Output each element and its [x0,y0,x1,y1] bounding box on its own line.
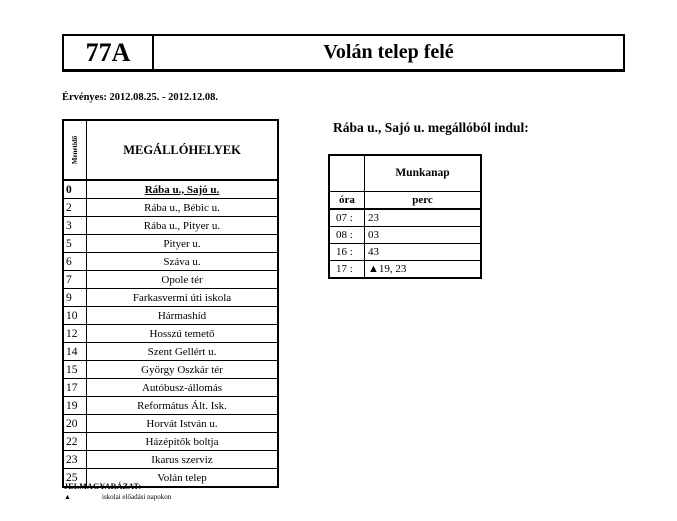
stop-row [63,180,278,199]
departure-row [329,209,481,227]
stop-name: Ikarus szerviz [87,451,279,469]
stop-travel-time: 17 [63,379,87,397]
stop-row [63,343,278,361]
stop-name: Horvát István u. [87,415,279,433]
departure-row [329,261,481,279]
stop-row [63,217,278,235]
route-number: 77A [64,36,154,69]
route-direction: Volán telep felé [323,41,454,63]
stop-travel-time: 10 [63,307,87,325]
stop-name: Házépítők boltja [87,433,279,451]
stop-name: Református Ált. Isk. [87,397,279,415]
stop-name: Opole tér [87,271,279,289]
stop-name: Rába u., Sajó u. [87,180,279,199]
stops-table [62,119,279,488]
stop-name: Száva u. [87,253,279,271]
stop-name: Rába u., Pityer u. [87,217,279,235]
day-type-header: Munkanap [365,155,482,192]
travel-time-header: Menetidő [63,120,87,180]
legend-title: JELMAGYARÁZAT: [64,482,142,491]
stop-name: Pityer u. [87,235,279,253]
departure-table [328,154,482,279]
stop-travel-time: 12 [63,325,87,343]
stop-travel-time: 19 [63,397,87,415]
departure-hour: 17 : [329,261,365,279]
stop-name: Farkasvermi úti iskola [87,289,279,307]
corner-cell [329,155,365,192]
departure-hour: 07 : [329,209,365,227]
validity-period: Érvényes: 2012.08.25. - 2012.12.08. [62,92,219,103]
stop-row [63,451,278,469]
stop-name: Rába u., Bébic u. [87,199,279,217]
stop-travel-time: 23 [63,451,87,469]
stop-name: Szent Gellért u. [87,343,279,361]
departure-row [329,227,481,244]
timetable-header [62,34,625,72]
stop-row [63,235,278,253]
stop-row [63,199,278,217]
departure-minutes: 23 [365,209,482,227]
stop-row [63,325,278,343]
departure-row [329,244,481,261]
stop-travel-time: 3 [63,217,87,235]
stop-travel-time: 7 [63,271,87,289]
stop-row [63,271,278,289]
departure-minutes: ▲19, 23 [365,261,482,279]
school-day-symbol: ▲ [64,493,71,501]
stop-travel-time: 9 [63,289,87,307]
stop-name: Hármashíd [87,307,279,325]
departure-hour: 08 : [329,227,365,244]
stop-row [63,433,278,451]
stop-name: Hosszú temető [87,325,279,343]
stop-travel-time: 14 [63,343,87,361]
minutes-column-header: perc [365,192,482,210]
stop-row [63,397,278,415]
stop-row [63,307,278,325]
stop-name: Autóbusz-állomás [87,379,279,397]
legend-text: iskolai előadási napokon [102,493,172,501]
stop-name: Volán telep [87,469,279,488]
stop-travel-time: 20 [63,415,87,433]
legend-row [64,493,171,501]
stop-travel-time: 2 [63,199,87,217]
stops-header: MEGÁLLÓHELYEK [87,120,279,180]
stop-travel-time: 6 [63,253,87,271]
stop-row [63,415,278,433]
legend [64,482,171,501]
start-stop-note: Rába u., Sajó u. megállóból indul: [333,120,529,135]
stop-row [63,253,278,271]
stop-travel-time: 15 [63,361,87,379]
departure-minutes: 43 [365,244,482,261]
stop-travel-time: 0 [63,180,87,199]
departure-hour: 16 : [329,244,365,261]
departure-minutes: 03 [365,227,482,244]
stop-travel-time: 22 [63,433,87,451]
stop-row [63,289,278,307]
stop-row [63,361,278,379]
stop-travel-time: 5 [63,235,87,253]
hour-column-header: óra [329,192,365,210]
stop-travel-time: 25 [63,469,87,488]
stop-row [63,379,278,397]
stop-name: György Oszkár tér [87,361,279,379]
